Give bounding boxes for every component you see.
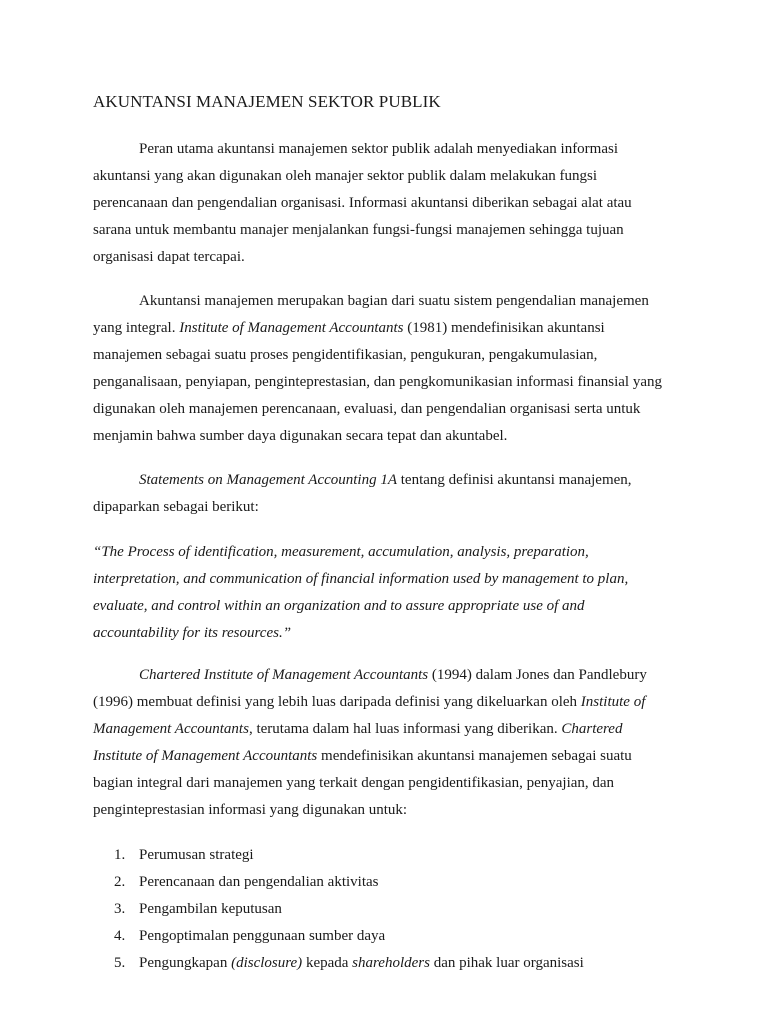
paragraph-3-text-b: tentang definisi akuntansi manajemen, dipaparkan sebagai berikut: xyxy=(93,472,632,515)
list-item xyxy=(93,923,673,950)
numbered-list xyxy=(93,842,673,977)
list-item-number: 3. xyxy=(114,901,126,917)
paragraph-3-italic-sma: Statements on Management Accounting 1A xyxy=(139,472,398,488)
list-item-number: 4. xyxy=(114,928,126,944)
list-item-text: Perumusan strategi xyxy=(139,847,254,863)
paragraph-2-text-c: (1981) mendefinisikan akuntansi manajemen sebagai suatu proses pengidentifikasian, pengukuran, pengakumulasian, penganalisaan, penyiapan, penginteprestasian, dan pengkomunikasian informasi finansial yang digunakan oleh manajemen perencanaan, evaluasi, dan pengendalian organisasi serta untuk menjamin bahwa sumber daya digunakan secara tepat dan akuntabel. xyxy=(93,320,662,444)
list-item-italic-disclosure: (disclosure) xyxy=(231,955,303,971)
list-item xyxy=(93,842,673,869)
list-item-number: 2. xyxy=(114,874,126,890)
paragraph-4-italic-cima-1: Chartered Institute of Management Accountants xyxy=(139,667,429,683)
list-item-italic-shareholders: shareholders xyxy=(352,955,430,971)
list-item-text: Pengungkapan xyxy=(139,955,232,971)
list-item xyxy=(93,896,673,923)
paragraph-2 xyxy=(93,288,673,450)
paragraph-2-italic-ima: Institute of Management Accountants xyxy=(179,320,404,336)
paragraph-4-italic-ima: Institute of Management Accountants xyxy=(93,694,646,737)
list-item-text-end: dan pihak luar organisasi xyxy=(429,955,584,971)
paragraph-4-italic-cima-2: Chartered Institute of Management Accountants xyxy=(93,721,623,764)
list-item-text-mid: kepada xyxy=(302,955,353,971)
list-item-text: Pengambilan keputusan xyxy=(139,901,282,917)
list-item-number: 1. xyxy=(114,847,126,863)
paragraph-4 xyxy=(93,662,673,824)
paragraph-4-text-b: (1994) dalam Jones dan Pandlebury (1996) membuat definisi yang lebih luas daripada definisi yang dikeluarkan oleh xyxy=(93,667,647,710)
list-item xyxy=(93,950,673,977)
definition-quote: “The Process of identification, measurement, accumulation, analysis, preparation, interpretation, and communication of financial information used by management to plan, evaluate, and control within an organization and to assure appropriate use of and accountability for its resources.” xyxy=(93,544,629,641)
paragraph-4-text-d: , terutama dalam hal luas informasi yang diberikan. xyxy=(248,721,562,737)
paragraph-4-text-f: mendefinisikan akuntansi manajemen sebagai suatu bagian integral dari manajemen yang terkait dengan pengidentifikasian, penyajian, dan penginteprestasian informasi yang digunakan untuk: xyxy=(93,748,632,818)
document-title: AKUNTANSI MANAJEMEN SEKTOR PUBLIK xyxy=(93,92,441,111)
list-item-number: 5. xyxy=(114,955,126,971)
list-item-text: Pengoptimalan penggunaan sumber daya xyxy=(139,928,386,944)
paragraph-3 xyxy=(93,467,673,521)
list-item xyxy=(93,869,673,896)
paragraph-1: Peran utama akuntansi manajemen sektor publik adalah menyediakan informasi akuntansi yang akan digunakan oleh manajer sektor publik dalam melakukan fungsi perencanaan dan pengendalian organisasi. Informasi akuntansi diberikan sebagai alat atau sarana untuk membantu manajer menjalankan fungsi-fungsi manajemen sehingga tujuan organisasi dapat tercapai. xyxy=(93,141,632,265)
list-item-text: Perencanaan dan pengendalian aktivitas xyxy=(139,874,379,890)
paragraph-2-text-a: Akuntansi manajemen merupakan bagian dari suatu sistem pengendalian manajemen yang integral. xyxy=(93,293,649,336)
